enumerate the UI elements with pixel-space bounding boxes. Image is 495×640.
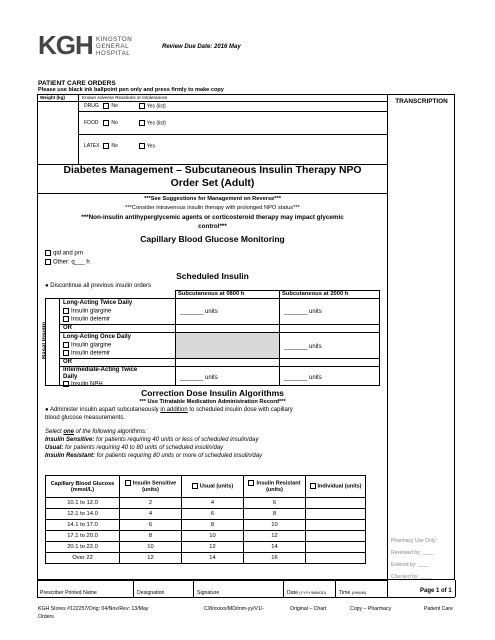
other-checkbox[interactable] — [45, 259, 51, 265]
allergy-row-latex — [84, 143, 155, 149]
resistant-text: for patients requiring 80 units or more of scheduled insulin/day — [95, 453, 263, 459]
select-text-post: of the following algorithms: — [74, 429, 147, 435]
twice-glargine — [63, 308, 111, 315]
twice-0800-units[interactable]: _______ units — [180, 309, 218, 315]
usual-checkbox[interactable] — [192, 483, 198, 489]
administer-note-2: blood glucose measurements. — [45, 415, 126, 421]
resistant-cell: 6 — [244, 498, 306, 509]
glargine-label: Insulin glargine — [71, 308, 112, 315]
nph-0800-units[interactable]: _______ units — [180, 375, 218, 381]
divider — [37, 580, 38, 597]
logo-text: KGH — [38, 30, 93, 60]
divider — [59, 324, 380, 325]
usual-cell: 4 — [182, 498, 244, 509]
individual-cell[interactable] — [306, 531, 366, 542]
col-0800: Subcutaneous at 0800 h — [178, 291, 245, 297]
allergy-row-food — [84, 120, 166, 126]
header-resistant — [244, 476, 306, 498]
other-label: Other: q___ h — [53, 259, 90, 266]
twice-detemir — [63, 316, 110, 323]
header-resistant-label: Insulin Resistant (units) — [256, 480, 301, 493]
weight-label: Weight (kg) — [40, 95, 65, 100]
reviewed-label: Reviewed by: — [391, 550, 422, 556]
yes-label: Yes (list) — [146, 103, 166, 110]
header-sensitive-label: Insulin Sensitive (units) — [132, 480, 177, 493]
once-detemir — [63, 350, 110, 357]
nph-checkbox[interactable] — [63, 381, 69, 387]
divider — [79, 111, 387, 112]
allergy-row-drug — [84, 103, 166, 109]
usual-cell: 10 — [182, 531, 244, 542]
individual-cell[interactable] — [306, 498, 366, 509]
sensitive-cell: 8 — [120, 531, 182, 542]
date-label: Date — [287, 590, 298, 596]
divider — [79, 134, 387, 135]
administer-note — [45, 407, 293, 413]
yes-checkbox[interactable] — [139, 143, 145, 149]
resistant-label: Insulin Resistant: — [45, 453, 96, 459]
stores-code: KGH Stores #122257/Orig: 04/Nov/Rev: 13/May — [38, 606, 149, 612]
time-label: Time — [339, 590, 351, 596]
divider — [335, 580, 336, 597]
admin-underlined: in addition — [160, 407, 188, 413]
yes-checkbox[interactable] — [139, 120, 145, 126]
table-row — [46, 542, 366, 553]
no-checkbox[interactable] — [103, 143, 109, 149]
divider — [279, 290, 280, 386]
admin-text-post: to scheduled insulin dose with capillary — [187, 407, 293, 413]
qid-checkbox[interactable] — [45, 250, 51, 256]
time-format: (HHMM) — [351, 591, 367, 595]
sensitive-desc — [45, 437, 258, 443]
sensitive-cell: 10 — [120, 542, 182, 553]
discontinue-note: ● Discontinue all previous insulin orders — [45, 283, 152, 289]
divider — [59, 358, 380, 359]
checked-by — [391, 574, 431, 580]
copy-patient-care: Patient Care — [424, 606, 453, 612]
table-row — [46, 553, 366, 564]
reviewed-blank[interactable]: ____ — [422, 550, 434, 556]
entered-label: Entered by: — [391, 562, 417, 568]
glucose-cell: 17.1 to 20.0 — [46, 531, 120, 542]
resistant-cell: 12 — [244, 531, 306, 542]
prescriber-name-field[interactable]: Prescriber Printed Name — [40, 590, 97, 596]
date-format: (YYYY/MM/DD) — [299, 591, 327, 595]
detemir-label: Insulin detemir — [71, 350, 111, 357]
table-header-row — [46, 476, 366, 498]
nph-2000-units[interactable]: _______ units — [284, 375, 322, 381]
allergy-label: Known Adverse Reactions or Intolerances — [82, 95, 168, 100]
mar-note: *** Use Titratable Medication Administration Record*** — [139, 399, 286, 405]
or-label: OR — [63, 325, 72, 331]
usual-desc — [45, 445, 223, 451]
resistant-cell: 8 — [244, 509, 306, 520]
cbg-title: Capillary Blood Glucose Monitoring — [140, 234, 285, 244]
ink-note: Please use black ink ballpoint pen only and press firmly to make copy — [38, 87, 224, 93]
table-row — [46, 509, 366, 520]
hospital-logo — [38, 32, 158, 64]
resistant-desc — [45, 453, 262, 459]
header-glucose: Capillary Blood Glucose (mmol/L) — [46, 476, 120, 498]
col-2000: Subcutaneous at 2000 h — [282, 291, 349, 297]
glargine-checkbox[interactable] — [63, 342, 69, 348]
yes-label: Yes (list) — [146, 120, 166, 127]
reviewed-by — [391, 550, 434, 556]
cbg-option-qid — [45, 250, 83, 257]
title-line: Diabetes Management – Subcutaneous Insulin Therapy NPO — [63, 165, 362, 176]
usual-text: for patients requiring 40 to 80 units of scheduled insulin/day — [63, 445, 224, 451]
divider — [193, 580, 194, 597]
allergy-type: FOOD — [84, 120, 99, 127]
glargine-label: Insulin glargine — [71, 342, 112, 349]
select-note — [45, 429, 147, 435]
no-checkbox[interactable] — [103, 103, 109, 109]
transcription-divider — [387, 94, 388, 580]
non-insulin-note-2: control*** — [198, 223, 227, 230]
header-individual-label: Individual (units) — [317, 483, 362, 490]
or-label: OR — [63, 359, 72, 365]
once-0800-shaded — [176, 333, 279, 358]
qid-label: qid and prn — [53, 250, 84, 257]
intermediate-title-2: Daily — [63, 374, 78, 380]
glucose-cell: Over 22 — [46, 553, 120, 564]
once-glargine — [63, 342, 111, 349]
individual-cell[interactable] — [306, 553, 366, 564]
sensitive-cell: 6 — [120, 520, 182, 531]
select-underlined: one — [63, 429, 75, 435]
select-text: Select — [45, 429, 64, 435]
patient-care-orders: PATIENT CARE ORDERS — [38, 80, 116, 87]
divider — [455, 580, 456, 597]
usual-cell: 6 — [182, 509, 244, 520]
divider — [37, 597, 455, 598]
hospital-name-line: KINGSTON — [96, 36, 133, 43]
sensitive-cell: 12 — [120, 553, 182, 564]
usual-cell: 12 — [182, 542, 244, 553]
header-usual-label: Usual (units) — [199, 483, 234, 490]
twice-daily-title: Long-Acting Twice Daily — [63, 300, 133, 306]
entered-blank[interactable]: ____ — [417, 562, 430, 568]
scheduled-title: Scheduled Insulin — [176, 271, 249, 281]
divider — [37, 193, 387, 194]
intermediate-title: Intermediate-Acting Twice — [63, 367, 138, 373]
table-row — [46, 498, 366, 509]
resistant-cell: 16 — [244, 553, 306, 564]
glucose-cell: 12.1 to 14.0 — [46, 509, 120, 520]
yes-label: Yes — [146, 143, 155, 150]
transcription-header: TRANSCRIPTION — [395, 98, 448, 105]
copy-original: Original – Chart — [290, 606, 327, 612]
divider — [387, 580, 388, 597]
form-title — [38, 164, 387, 190]
glargine-checkbox[interactable] — [63, 308, 69, 314]
basal-insulin-label: Basal Insulin — [42, 321, 48, 359]
admin-text: ● Administer insulin aspart subcutaneously — [45, 407, 161, 413]
correction-title: Correction Dose Insulin Algorithms — [141, 388, 284, 398]
hospital-name — [96, 36, 132, 57]
designation-field[interactable]: Designation — [137, 590, 165, 596]
algorithm-table — [45, 475, 366, 564]
checked-blank[interactable]: ____ — [420, 574, 432, 580]
header-sensitive — [120, 476, 182, 498]
allergy-type: DRUG — [84, 103, 99, 110]
glucose-cell: 14.1 to 17.0 — [46, 520, 120, 531]
resistant-cell: 10 — [244, 520, 306, 531]
no-label: No — [111, 103, 118, 110]
date-field[interactable] — [287, 590, 326, 596]
divider — [133, 580, 134, 597]
checked-label: Checked by: — [391, 574, 419, 580]
cbg-option-other — [45, 259, 90, 266]
detemir-checkbox[interactable] — [63, 316, 69, 322]
resistant-checkbox[interactable] — [248, 480, 254, 486]
hospital-name-line: GENERAL — [96, 43, 130, 50]
form-code: C/8/xxxxx/MD/mm-yy/V1/- — [204, 606, 264, 612]
copy-pharmacy: Copy – Pharmacy — [350, 606, 392, 612]
no-label: No — [111, 143, 118, 150]
stores-code-2: Orders — [38, 614, 54, 620]
individual-checkbox[interactable] — [310, 483, 316, 489]
header-individual — [306, 476, 366, 498]
hospital-name-line: HOSPITAL — [96, 50, 131, 57]
individual-cell[interactable] — [306, 542, 366, 553]
usual-cell: 14 — [182, 553, 244, 564]
header-usual — [182, 476, 244, 498]
entered-by — [391, 562, 429, 568]
signature-field[interactable]: Signature — [197, 590, 220, 596]
non-insulin-note: ***Non-insulin antihyperglycemic agents or corticosteroid therapy may impact glycemic — [81, 214, 344, 221]
once-daily-title: Long-Acting Once Daily — [63, 334, 132, 340]
yes-checkbox[interactable] — [139, 103, 145, 109]
divider — [37, 101, 387, 102]
page-number: Page 1 of 1 — [420, 588, 452, 594]
usual-label: Usual: — [45, 445, 64, 451]
title-line: Order Set (Adult) — [170, 178, 255, 189]
divider — [45, 298, 380, 299]
once-2000-units[interactable]: _______ units — [284, 344, 322, 350]
consider-iv-note: ***Consider intravenous insulin therapy with prolonged NPO status*** — [125, 205, 300, 211]
no-label: No — [111, 120, 118, 127]
glucose-cell: 20.1 to 22.0 — [46, 542, 120, 553]
detemir-label: Insulin detemir — [71, 316, 111, 323]
weight-box — [37, 94, 79, 164]
sensitive-cell: 2 — [120, 498, 182, 509]
usual-cell: 8 — [182, 520, 244, 531]
table-row — [46, 520, 366, 531]
sensitive-label: Insulin Sensitive: — [45, 437, 95, 443]
time-field[interactable] — [339, 590, 366, 596]
nph-option — [63, 381, 103, 388]
sensitive-cell: 4 — [120, 509, 182, 520]
table-row — [46, 531, 366, 542]
no-checkbox[interactable] — [103, 120, 109, 126]
sensitive-text: for patients requiring 40 units or less of scheduled insulin/day — [94, 437, 259, 443]
glucose-cell: 10.1 to 12.0 — [46, 498, 120, 509]
detemir-checkbox[interactable] — [63, 350, 69, 356]
resistant-cell: 14 — [244, 542, 306, 553]
allergy-type: LATEX — [84, 143, 100, 150]
individual-cell[interactable] — [306, 509, 366, 520]
review-date: Review Due Date: 2016 May — [162, 44, 241, 50]
divider — [283, 580, 284, 597]
pharmacy-use-only: Pharmacy Use Only: — [391, 538, 437, 544]
see-suggestions-note: ***See Suggestions for Management on Reverse*** — [144, 196, 281, 202]
sensitive-checkbox[interactable] — [125, 480, 131, 486]
divider — [59, 298, 60, 386]
individual-cell[interactable] — [306, 520, 366, 531]
twice-2000-units[interactable]: _______ units — [284, 309, 322, 315]
nph-label: Insulin NPH — [71, 381, 103, 388]
